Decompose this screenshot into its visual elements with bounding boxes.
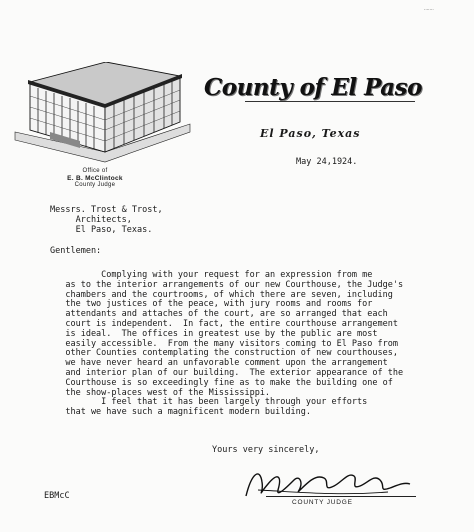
complimentary-close: Yours very sincerely,: [212, 445, 320, 455]
city-heading: El Paso, Texas: [260, 127, 361, 140]
body-paragraph-1: Complying with your request for an expression from me as to the interior arrangements of our new Courthouse, the Judge's chambers and the courtrooms, of which there are seven, including the two justices of the peace, with jury rooms and rooms for attendants and attaches of the court, are so arranged that each court is independent. In fact, the entire courthouse arrangement is ideal. The offices in greatest use by the public are most easily accessible. From the many visitors coming to El Paso from other Counties contemplating the construction of new courthouses, we have never heard an unfavorable comment upon the arrangement and interior plan of our building. The exterior appearance of the Courthouse is so exceedingly fine as to make the building one of the show-places west of the Mississippi.: [65, 270, 404, 398]
courthouse-illustration: [10, 62, 195, 167]
addressee-block: Messrs. Trost & Trost, Architects, El Paso, Texas.: [50, 205, 163, 235]
letter-date: May 24,1924.: [296, 157, 358, 167]
county-heading: County of El Paso: [204, 74, 422, 101]
heading-rule: [245, 101, 415, 102]
greeting: Gentlemen:: [50, 246, 102, 256]
judge-title: County Judge: [74, 182, 116, 188]
typist-initials: EBMcC: [44, 491, 70, 501]
signature-line: [266, 496, 416, 497]
signature-title: COUNTY JUDGE: [292, 499, 353, 506]
judge-office-block: [40, 168, 150, 189]
judge-name: E. B. McClintock: [67, 175, 123, 182]
corner-mark: .......: [424, 6, 434, 12]
office-label: Office of: [82, 168, 108, 174]
handwritten-signature: [238, 462, 418, 504]
body-paragraph-2: I feel that it has been largely through your efforts that we have such a magnificent modern building.: [65, 397, 368, 417]
